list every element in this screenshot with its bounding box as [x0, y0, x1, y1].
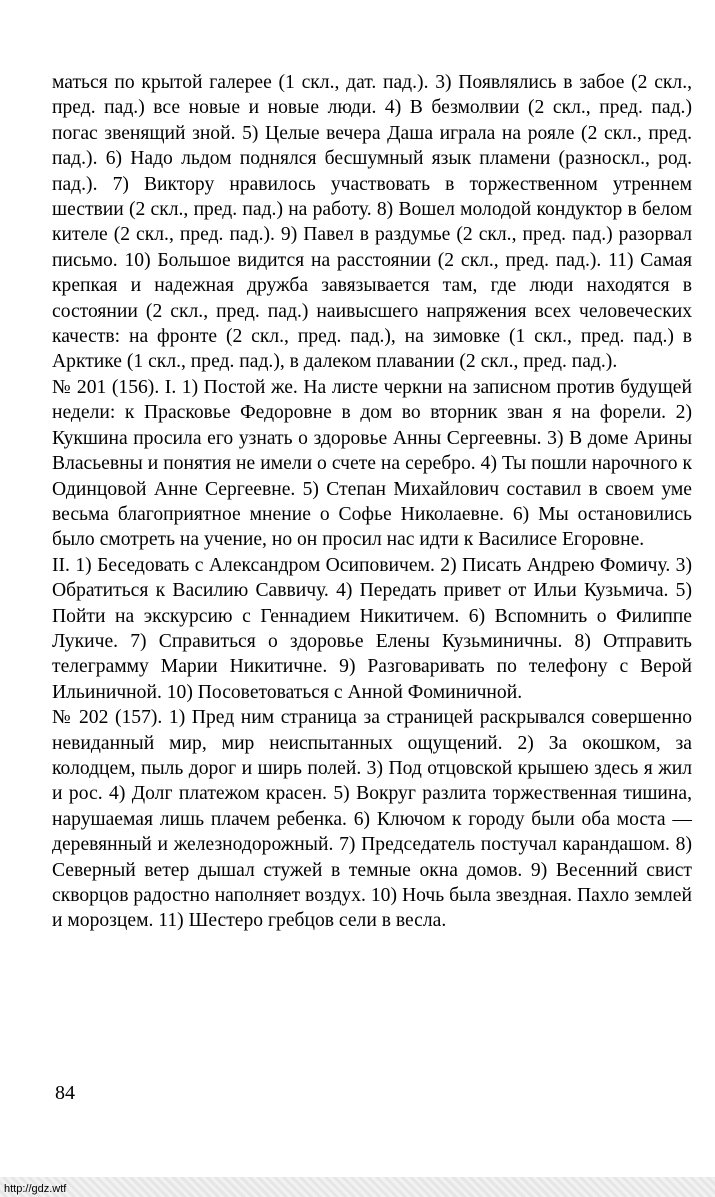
- paragraph-202: № 202 (157). 1) Пред ним страница за страницей раскрывался совершенно невиданный мир, мир неиспытанных ощущений. 2) За окошком, за колодцем, пыль дорог и ширь полей. 3) Под отцовской крышею здесь я жил и рос. 4) Долг платежом красен. 5) Вокруг разлита торжественная тишина, нарушаемая лишь плачем ребенка. 6) Ключом к городу были оба моста — деревянный и железнодорожный. 7) Председатель постучал карандашом. 8) Северный ветер дышал стужей в темные окна домов. 9) Весенний свист скворцов радостно наполняет воздух. 10) Ночь была звездная. Пахло землей и морозцем. 11) Шестеро гребцов сели в весла.: [52, 707, 692, 932]
- page-number: 84: [55, 1082, 75, 1104]
- footer-link[interactable]: http://gdz.wtf: [4, 1183, 67, 1195]
- paragraph-201-part-2: II. 1) Беседовать с Александром Осиповичем. 2) Писать Андрею Фомичу. 3) Обратиться к Василию Саввичу. 4) Передать привет от Ильи Кузьмича. 5) Пойти на экскурсию с Геннадием Никитичем. 6) Вспомнить о Филиппе Лукиче. 7) Справиться о здоровье Елены Кузьминичны. 8) Отправить телеграмму Марии Никитичне. 9) Разговаривать по телефону с Верой Ильиничной. 10) Посоветоваться с Анной Фоминичной.: [52, 554, 692, 703]
- page-body: [52, 70, 692, 934]
- paragraph-201-part-1: № 201 (156). I. 1) Постой же. На листе черкни на записном против будущей недели: к Прасковье Федоровне в дом во вторник зван я на форели. 2) Кукшина просила его узнать о здоровье Анны Сергеевны. 3) В доме Арины Власьевны и понятия не имели о счете на серебро. 4) Ты пошли нарочного к Одинцовой Анне Сергеевне. 5) Степан Михайлович составил в своем уме весьма благоприятное мнение о Софье Николаевне. 6) Мы остановились было смотреть на учение, но он просил нас идти к Василисе Егоровне.: [52, 376, 692, 551]
- paragraph-200-end: маться по крытой галерее (1 скл., дат. пад.). 3) Появлялись в забое (2 скл., пред. пад.) все новые и новые люди. 4) В безмолвии (2 скл., пред. пад.) погас звенящий зной. 5) Целые вечера Даша играла на рояле (2 скл., пред. пад.). 6) Надо льдом поднялся бесшумный язык пламени (разноскл., род. пад.). 7) Виктору нравилось участвовать в торжественном утреннем шествии (2 скл., пред. пад.) на работу. 8) Вошел молодой кондуктор в белом кителе (2 скл., пред. пад.). 9) Павел в раздумье (2 скл., пред. пад.) разорвал письмо. 10) Большое видится на расстоянии (2 скл., пред. пад.). 11) Самая крепкая и надежная дружба завязывается там, где люди находятся в состоянии (2 скл., пред. пад.) наивысшего напряжения всех человеческих качеств: на фронте (2 скл., пред. пад.), на зимовке (1 скл., пред. пад.) в Арктике (1 скл., пред. пад.), в далеком плавании (2 скл., пред. пад.).: [52, 72, 692, 373]
- footer-bar: [0, 1177, 715, 1197]
